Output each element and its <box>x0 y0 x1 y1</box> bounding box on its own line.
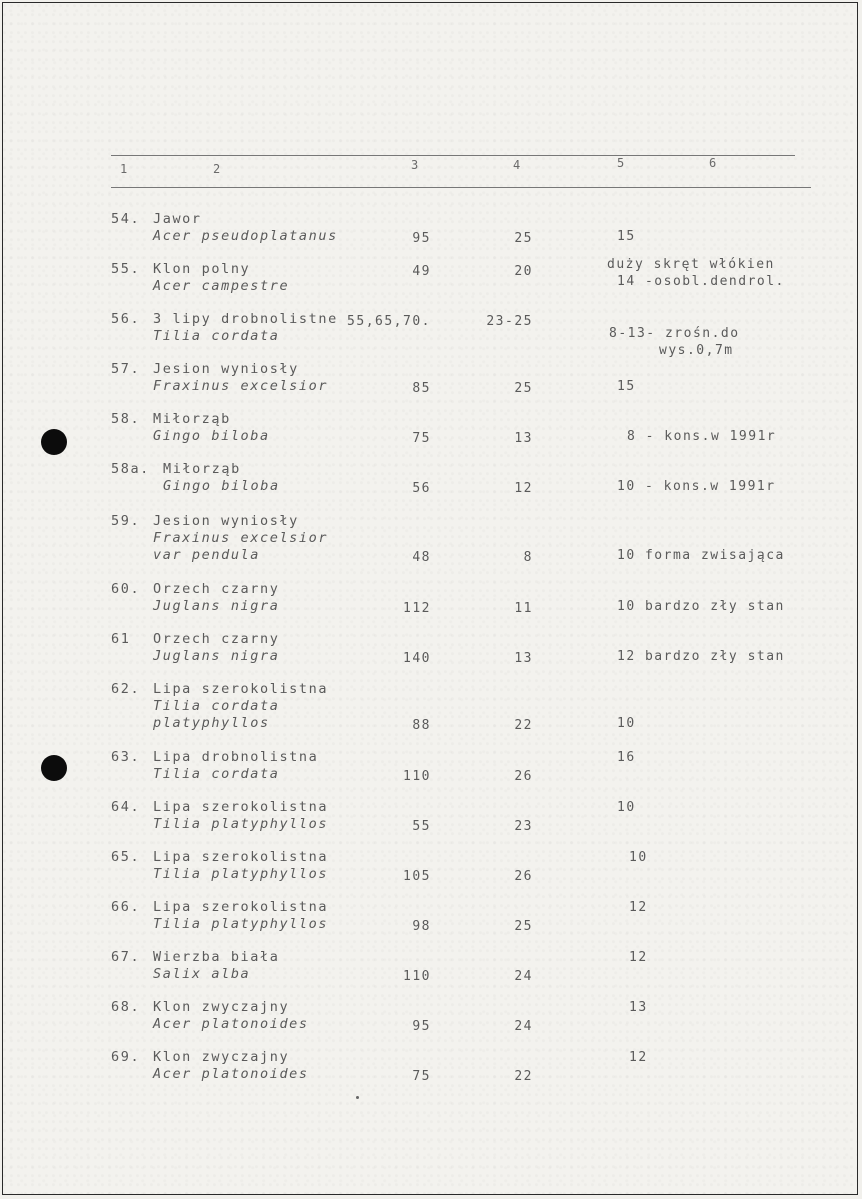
common-name: Wierzba biała <box>153 949 280 965</box>
latin-name: Acer platonoides <box>153 1016 309 1032</box>
height-value: 23-25 <box>486 314 533 329</box>
diameter-value: 105 <box>403 869 431 884</box>
common-name: Klon zwyczajny <box>153 1049 290 1065</box>
remarks-value: 14 -osobl.dendrol. <box>617 274 785 289</box>
column-header-3: 3 <box>411 158 420 172</box>
common-name: Lipa szerokolistna <box>153 849 329 865</box>
height-value: 13 <box>514 651 533 666</box>
column-header-1: 1 <box>120 162 129 176</box>
latin-name: Tilia platyphyllos <box>153 816 329 832</box>
height-value: 24 <box>514 969 533 984</box>
diameter-value: 95 <box>412 1019 431 1034</box>
ink-speck <box>356 1096 359 1099</box>
diameter-value: 140 <box>403 651 431 666</box>
latin-name: Fraxinus excelsior <box>153 378 329 394</box>
common-name: Jesion wyniosły <box>153 513 299 529</box>
row-number: 67. <box>111 949 141 965</box>
remarks-value: wys.0,7m <box>659 343 734 358</box>
row-number: 58. <box>111 411 141 427</box>
latin-name: Juglans nigra <box>153 648 280 664</box>
row-number: 66. <box>111 899 141 915</box>
height-value: 22 <box>514 1069 533 1084</box>
common-name: Orzech czarny <box>153 581 280 597</box>
remarks-value: duży skręt włókien <box>607 257 775 272</box>
row-number: 55. <box>111 261 141 277</box>
row-number: 58a. <box>111 461 150 477</box>
punch-hole-upper <box>41 429 67 455</box>
common-name: Jesion wyniosły <box>153 361 299 377</box>
latin-name: Acer campestre <box>153 278 290 294</box>
latin-name: Tilia platyphyllos <box>153 916 329 932</box>
remarks-value: 10 - kons.w 1991r <box>617 479 776 494</box>
row-number: 63. <box>111 749 141 765</box>
common-name: Lipa szerokolistna <box>153 681 329 697</box>
row-number: 60. <box>111 581 141 597</box>
height-value: 25 <box>514 381 533 396</box>
row-number: 69. <box>111 1049 141 1065</box>
row-number: 64. <box>111 799 141 815</box>
remarks-value: 10 bardzo zły stan <box>617 599 785 614</box>
height-value: 22 <box>514 718 533 733</box>
remarks-value: 15 <box>617 379 636 394</box>
punch-hole-lower <box>41 755 67 781</box>
remarks-value: 10 forma zwisająca <box>617 548 785 563</box>
diameter-value: 75 <box>412 1069 431 1084</box>
height-value: 8 <box>523 550 533 565</box>
diameter-value: 48 <box>412 550 431 565</box>
remarks-value: 12 <box>629 950 648 965</box>
header-rule-top <box>111 155 795 156</box>
height-value: 24 <box>514 1019 533 1034</box>
remarks-value: 10 <box>629 850 648 865</box>
height-value: 12 <box>514 481 533 496</box>
row-number: 61 <box>111 631 131 647</box>
latin-name: Salix alba <box>153 966 251 982</box>
diameter-value: 55,65,70. <box>347 314 431 329</box>
diameter-value: 75 <box>412 431 431 446</box>
remarks-value: 12 <box>629 900 648 915</box>
height-value: 13 <box>514 431 533 446</box>
row-number: 56. <box>111 311 141 327</box>
remarks-value: 8 - kons.w 1991r <box>627 429 777 444</box>
remarks-value: 12 <box>629 1050 648 1065</box>
diameter-value: 88 <box>412 718 431 733</box>
height-value: 11 <box>514 601 533 616</box>
diameter-value: 56 <box>412 481 431 496</box>
common-name: Orzech czarny <box>153 631 280 647</box>
column-header-6: 6 <box>709 156 718 170</box>
remarks-value: 10 <box>617 800 636 815</box>
row-number: 54. <box>111 211 141 227</box>
latin-name: Fraxinus excelsior <box>153 530 329 546</box>
latin-name: Tilia platyphyllos <box>153 866 329 882</box>
latin-name: Acer pseudoplatanus <box>153 228 338 244</box>
remarks-value: 16 <box>617 750 636 765</box>
latin-name: platyphyllos <box>153 715 270 731</box>
remarks-value: 15 <box>617 229 636 244</box>
common-name: 3 lipy drobnolistne <box>153 311 338 327</box>
common-name: Lipa drobnolistna <box>153 749 319 765</box>
remarks-value: 10 <box>617 716 636 731</box>
height-value: 25 <box>514 919 533 934</box>
diameter-value: 110 <box>403 769 431 784</box>
height-value: 23 <box>514 819 533 834</box>
document-page <box>2 2 858 1195</box>
height-value: 26 <box>514 769 533 784</box>
diameter-value: 85 <box>412 381 431 396</box>
common-name: Miłorząb <box>163 461 241 477</box>
remarks-value: 8-13- zrośn.do <box>609 326 740 341</box>
row-number: 65. <box>111 849 141 865</box>
row-number: 57. <box>111 361 141 377</box>
header-rule-bottom <box>111 187 811 188</box>
remarks-value: 13 <box>629 1000 648 1015</box>
common-name: Miłorząb <box>153 411 231 427</box>
common-name: Lipa szerokolistna <box>153 799 329 815</box>
common-name: Klon zwyczajny <box>153 999 290 1015</box>
column-header-4: 4 <box>513 158 522 172</box>
diameter-value: 95 <box>412 231 431 246</box>
height-value: 20 <box>514 264 533 279</box>
diameter-value: 98 <box>412 919 431 934</box>
latin-name: Tilia cordata <box>153 328 280 344</box>
diameter-value: 55 <box>412 819 431 834</box>
latin-name: Gingo biloba <box>163 478 280 494</box>
diameter-value: 49 <box>412 264 431 279</box>
latin-name: Gingo biloba <box>153 428 270 444</box>
latin-name: Acer platonoides <box>153 1066 309 1082</box>
common-name: Lipa szerokolistna <box>153 899 329 915</box>
diameter-value: 112 <box>403 601 431 616</box>
latin-name: var pendula <box>153 547 261 563</box>
latin-name: Tilia cordata <box>153 766 280 782</box>
row-number: 59. <box>111 513 141 529</box>
common-name: Klon polny <box>153 261 251 277</box>
diameter-value: 110 <box>403 969 431 984</box>
latin-name: Tilia cordata <box>153 698 280 714</box>
row-number: 62. <box>111 681 141 697</box>
common-name: Jawor <box>153 211 202 227</box>
row-number: 68. <box>111 999 141 1015</box>
column-header-2: 2 <box>213 162 222 176</box>
height-value: 26 <box>514 869 533 884</box>
column-header-5: 5 <box>617 156 626 170</box>
remarks-value: 12 bardzo zły stan <box>617 649 785 664</box>
height-value: 25 <box>514 231 533 246</box>
latin-name: Juglans nigra <box>153 598 280 614</box>
